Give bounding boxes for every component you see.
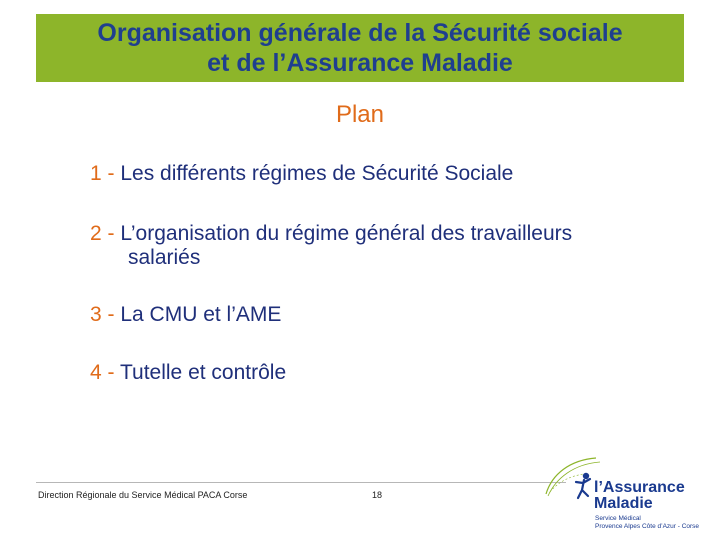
plan-item-1 — [90, 162, 513, 186]
logo-text-line-2: Maladie — [594, 495, 653, 512]
footer-organization: Direction Régionale du Service Médical PACA Corse — [38, 490, 248, 500]
plan-item-2 — [90, 222, 572, 270]
logo-subtext-1: Service Médical — [595, 515, 641, 522]
plan-item-text: Tutelle et contrôle — [119, 361, 287, 384]
logo-text-line-1: l’Assurance — [594, 479, 685, 496]
plan-item-number: 4 - — [90, 361, 115, 384]
logo-subtext-2: Provence Alpes Côte d’Azur - Corse — [595, 523, 700, 530]
plan-item-3 — [90, 303, 281, 327]
slide-title-line-2: et de l’Assurance Maladie — [207, 49, 513, 77]
assurance-maladie-logo — [538, 452, 714, 534]
plan-item-number: 1 - — [90, 162, 115, 185]
plan-item-text: Les différents régimes de Sécurité Sociale — [120, 162, 514, 185]
slide-title-line-1: Organisation générale de la Sécurité sociale — [97, 19, 623, 47]
footer-divider — [36, 482, 566, 483]
plan-item-continuation: salariés — [128, 246, 201, 269]
slide-subtitle: Plan — [335, 101, 385, 128]
title-banner — [36, 14, 684, 82]
plan-item-number: 2 - — [90, 222, 115, 245]
plan-item-text: L’organisation du régime général des travailleurs — [120, 222, 573, 245]
plan-item-4 — [90, 361, 286, 385]
page-number: 18 — [372, 490, 383, 500]
plan-item-number: 3 - — [90, 303, 115, 326]
plan-item-text: La CMU et l’AME — [120, 303, 282, 326]
